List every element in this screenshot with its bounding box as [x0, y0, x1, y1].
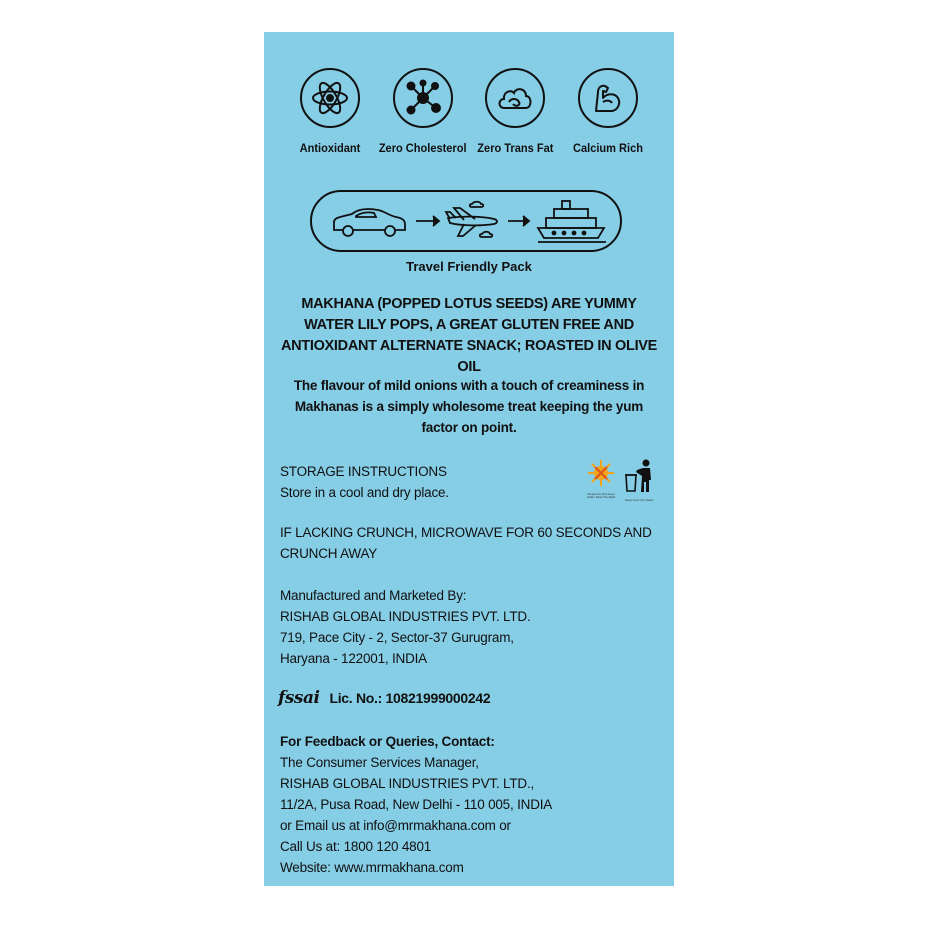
feedback-email: or Email us at info@mrmakhana.com or: [280, 818, 511, 833]
disposal-icons: [586, 458, 656, 502]
no-sunlight-icon: [586, 458, 616, 488]
badge-antioxidant: [284, 68, 376, 155]
product-headline: MAKHANA (POPPED LOTUS SEEDS) ARE YUMMY WATER LILY POPS, A GREAT GLUTEN FREE AND ANTIOXIDANT ALTERNATE SNACK; ROASTED IN OLIVE OIL: [280, 296, 658, 375]
keep-clean-caption: Keep Your City Clean: [624, 498, 654, 502]
storage-instructions: [280, 461, 449, 503]
mfg-line: RISHAB GLOBAL INDUSTRIES PVT. LTD.: [280, 609, 531, 624]
flavour-description: The flavour of mild onions with a touch of creaminess in Makhanas is a simply wholesome treat keeping the yum factor on point.: [293, 378, 645, 435]
badge-label: Zero Cholesterol: [378, 141, 467, 155]
feedback-title: For Feedback or Queries, Contact:: [280, 734, 495, 749]
mfg-line: Haryana - 122001, INDIA: [280, 651, 427, 666]
fssai-logo: fssai: [278, 688, 320, 708]
feedback-line: The Consumer Services Manager,: [280, 755, 479, 770]
feedback-line: 11/2A, Pusa Road, New Delhi - 110 005, INDIA: [280, 797, 553, 812]
benefit-badges: [284, 68, 654, 155]
travel-pill: [310, 190, 622, 252]
badge-label: Calcium Rich: [572, 141, 643, 155]
feedback-contact: [280, 731, 552, 878]
feedback-line: RISHAB GLOBAL INDUSTRIES PVT. LTD.,: [280, 776, 535, 791]
ship-icon: [538, 201, 606, 242]
license-number: Lic. No.: 10821999000242: [329, 690, 491, 706]
no-sunlight-group: [586, 458, 616, 499]
airplane-icon: [446, 202, 497, 237]
no-sunlight-caption: Please Do Not Keep Under Direct Sunlight: [586, 492, 616, 499]
badge-calcium-rich: [562, 68, 654, 155]
feedback-phone: Call Us at: 1800 120 4801: [280, 839, 432, 854]
fat-cloud-icon: [485, 68, 545, 128]
storage-title: STORAGE INSTRUCTIONS: [280, 464, 447, 479]
molecule-icon: [393, 68, 453, 128]
badge-label: Antioxidant: [299, 141, 361, 155]
keep-clean-group: [622, 458, 656, 502]
car-icon: [334, 209, 405, 236]
badge-zero-cholesterol: [377, 68, 469, 155]
mfg-line: Manufactured and Marketed By:: [280, 588, 467, 603]
travel-label: Travel Friendly Pack: [406, 259, 532, 274]
manufacturer-info: [280, 585, 531, 669]
badge-label: Zero Trans Fat: [477, 141, 554, 155]
feedback-website: Website: www.mrmakhana.com: [280, 860, 464, 875]
flexed-arm-icon: [578, 68, 638, 128]
fssai-row: [278, 688, 490, 708]
arrow-icon: [416, 216, 439, 226]
storage-text: Store in a cool and dry place.: [280, 485, 449, 500]
keep-city-clean-icon: [622, 458, 656, 494]
badge-zero-trans-fat: [469, 68, 561, 155]
product-info-panel: [264, 32, 674, 886]
arrow-icon: [508, 216, 529, 226]
crunch-tip: IF LACKING CRUNCH, MICROWAVE FOR 60 SECONDS AND CRUNCH AWAY: [280, 525, 652, 561]
atom-icon: [300, 68, 360, 128]
mfg-line: 719, Pace City - 2, Sector-37 Gurugram,: [280, 630, 514, 645]
